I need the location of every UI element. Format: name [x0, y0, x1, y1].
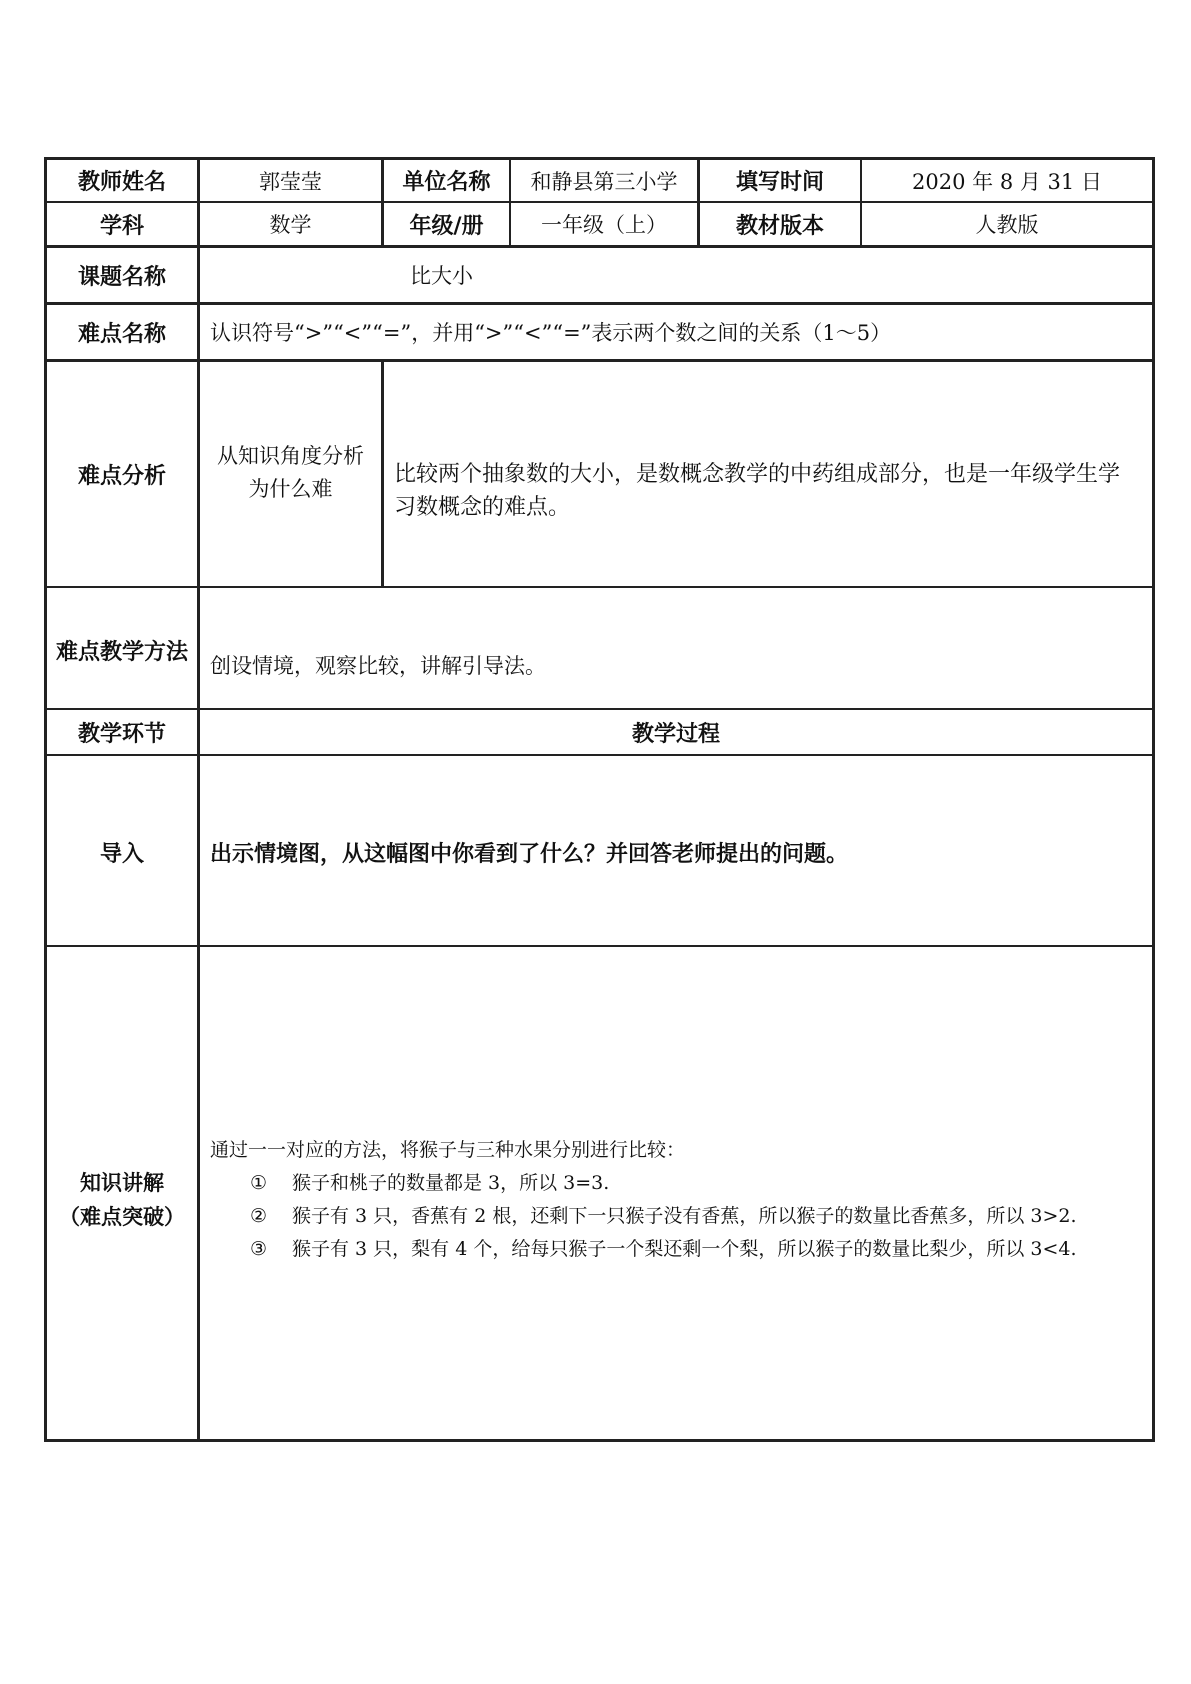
topic-value: 比大小	[410, 264, 473, 288]
teacher-name-value: 郭莹莹	[259, 169, 322, 194]
difficulty-value: 认识符号“>”“<”“=”，并用“>”“<”“=”表示两个数之间的关系（1～5）	[210, 321, 892, 345]
list-item	[210, 1200, 1150, 1233]
intro-value: 出示情境图，从这幅图中你看到了什么？并回答老师提出的问题。	[210, 841, 849, 867]
analysis-sub-label-line2: 为什么难	[248, 477, 333, 501]
list-text: 猴子有 3 只，梨有 4 个，给每只猴子一个梨还剩一个梨，所以猴子的数量比梨少，所以 3<4.	[292, 1238, 1077, 1260]
list-text: 猴子有 3 只，香蕉有 2 根，还剩下一只猴子没有香蕉，所以猴子的数量比香蕉多，所以 3>2.	[292, 1205, 1077, 1227]
knowledge-content	[210, 1134, 1150, 1266]
edition-value: 人教版	[975, 213, 1039, 237]
knowledge-label	[47, 1166, 197, 1234]
unit-label: 单位名称	[402, 170, 491, 195]
analysis-value-line1: 比较两个抽象数的大小，是数概念教学的中药组成部分，也是一年级学生学	[394, 462, 1121, 487]
list-item	[210, 1233, 1150, 1266]
analysis-sub-label	[200, 440, 381, 506]
analysis-label: 难点分析	[77, 463, 166, 489]
knowledge-intro: 通过一一对应的方法，将猴子与三种水果分别进行比较：	[210, 1139, 686, 1161]
row-divider	[44, 359, 1155, 362]
grade-value: 一年级（上）	[541, 213, 667, 237]
edition-label: 教材版本	[735, 213, 824, 239]
row-divider	[44, 586, 1155, 588]
unit-value: 和静县第三小学	[530, 169, 678, 194]
list-text: 猴子和桃子的数量都是 3，所以 3=3.	[292, 1172, 610, 1194]
process-header-label: 教学过程	[631, 721, 720, 747]
grade-label: 年级/册	[409, 213, 484, 239]
subject-value: 数学	[269, 213, 312, 237]
topic-label: 课题名称	[77, 264, 166, 290]
method-value: 创设情境，观察比较，讲解引导法。	[210, 654, 546, 678]
method-label: 难点教学方法	[55, 639, 188, 665]
column-divider	[381, 359, 384, 586]
date-label: 填写时间	[735, 170, 824, 195]
teacher-name-label: 教师姓名	[77, 170, 166, 195]
analysis-sub-label-line1: 从知识角度分析	[217, 444, 364, 468]
stage-header-label: 教学环节	[77, 721, 166, 747]
intro-label: 导入	[99, 841, 144, 867]
list-marker: ③	[250, 1238, 268, 1260]
knowledge-label-line1: 知识讲解	[80, 1171, 164, 1195]
list-marker: ①	[250, 1172, 268, 1194]
knowledge-label-line2: （难点突破）	[59, 1205, 185, 1229]
difficulty-label: 难点名称	[77, 321, 166, 347]
row-divider	[44, 945, 1155, 947]
subject-label: 学科	[99, 213, 144, 239]
analysis-value-line2: 习数概念的难点。	[394, 495, 571, 520]
analysis-value	[394, 458, 1154, 524]
column-divider	[197, 157, 200, 1442]
list-marker: ②	[250, 1205, 268, 1227]
date-value: 2020 年 8 月 31 日	[912, 169, 1102, 194]
list-item	[210, 1167, 1150, 1200]
row-divider	[44, 754, 1155, 756]
